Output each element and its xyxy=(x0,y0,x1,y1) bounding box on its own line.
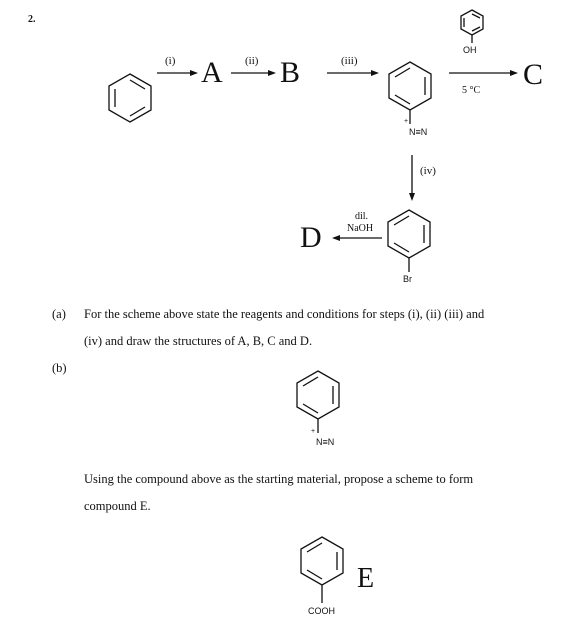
compound-e-label: E xyxy=(357,563,375,594)
part-a-text-line1: For the scheme above state the reagents and conditions for steps (i), (ii) (iii) and xyxy=(84,307,485,321)
arrow-head-iii xyxy=(371,70,379,76)
part-a-text-line2: (iv) and draw the structures of A, B, C and D. xyxy=(84,334,313,348)
benzene-ring-start xyxy=(109,74,151,122)
compound-b-label: B xyxy=(280,56,301,89)
arrow-head-i xyxy=(190,70,198,76)
question-number: 2. xyxy=(28,14,36,25)
part-b-text-line2: compound E. xyxy=(84,499,151,513)
step-iv-label: (iv) xyxy=(420,165,436,177)
bromobenzene-ring xyxy=(388,210,430,272)
diazonium-group-label: N≡N xyxy=(409,127,428,137)
compound-d-label: D xyxy=(300,221,322,254)
bromo-substituent-label: Br xyxy=(403,274,412,284)
step-ii-label: (ii) xyxy=(245,55,259,67)
benzenediazonium-ring-part-b xyxy=(297,371,339,433)
phenol-ring xyxy=(461,10,483,43)
part-b-diazonium-charge: + xyxy=(311,428,316,435)
part-b-text-line1: Using the compound above as the starting material, propose a scheme to form xyxy=(84,472,474,486)
arrow-head-iv xyxy=(409,193,415,201)
benzoic-acid-ring xyxy=(301,537,343,603)
arrow-head-coupling xyxy=(510,70,518,76)
part-a-label: (a) xyxy=(52,307,66,321)
benzenediazonium-ring-top xyxy=(389,62,431,124)
arrow-head-hydrolysis xyxy=(332,235,340,241)
phenol-oh-label: OH xyxy=(463,45,477,55)
hydrolysis-reagent-naoh: NaOH xyxy=(347,223,374,234)
part-b-diazonium-group-label: N≡N xyxy=(316,437,335,447)
compound-c-label: C xyxy=(523,58,544,91)
part-b-label: (b) xyxy=(52,361,67,375)
diazonium-charge: + xyxy=(404,118,409,125)
step-iii-label: (iii) xyxy=(341,55,358,67)
compound-a-label: A xyxy=(201,56,223,89)
hydrolysis-reagent-dil: dil. xyxy=(355,211,369,222)
coupling-temperature: 5 °C xyxy=(462,85,481,96)
arrow-head-ii xyxy=(268,70,276,76)
carboxylic-acid-label: COOH xyxy=(308,606,335,616)
step-i-label: (i) xyxy=(165,55,176,67)
